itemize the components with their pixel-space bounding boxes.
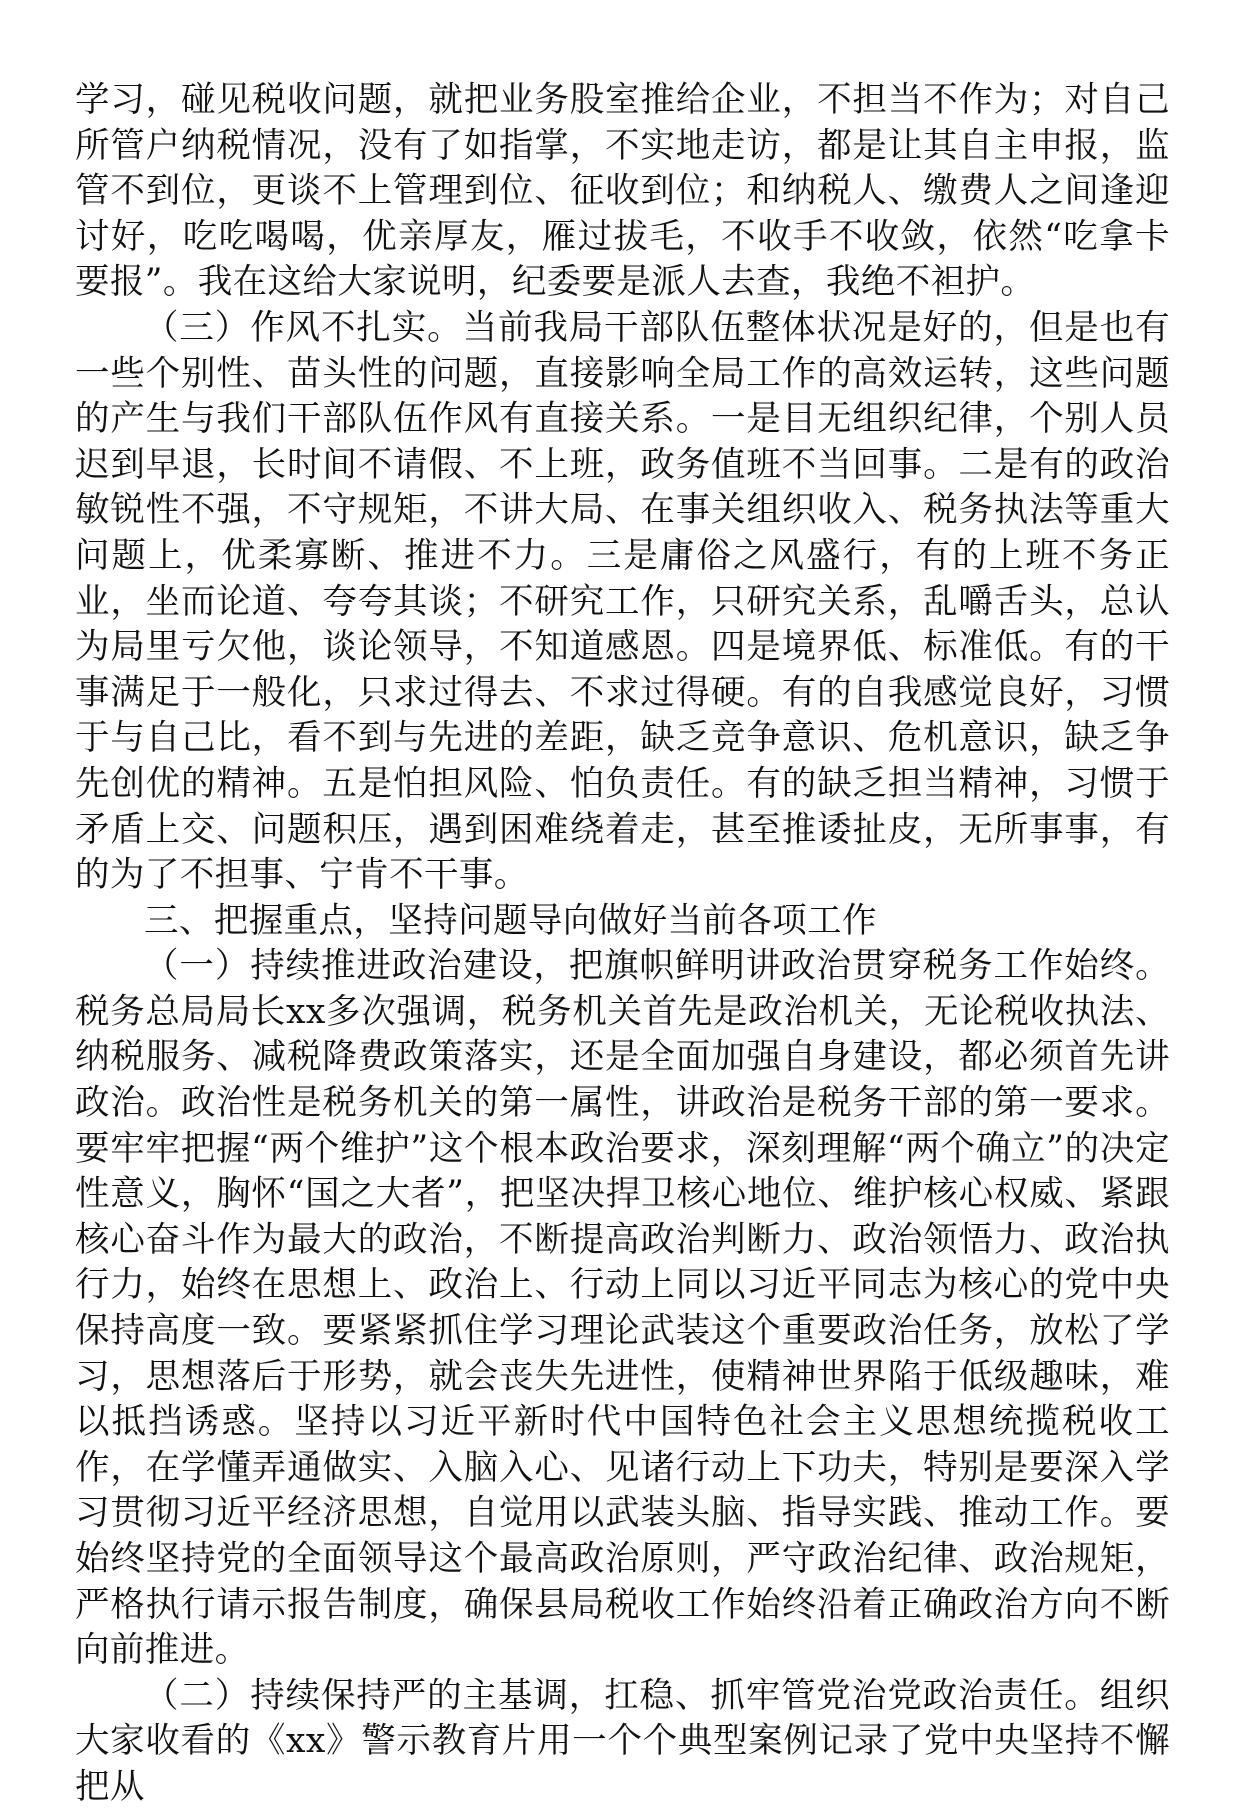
section-paragraph-work-style: （三）作风不扎实。当前我局干部队伍整体状况是好的，但是也有一些个别性、苗头性的问题，直接影响全局工作的高效运转，这些问题的产生与我们干部队伍作风有直接关系。一是目无组织纪律，个别人员迟到早退，长时间不请假、不上班，政务值班不当回事。二是有的政治敏锐性不强，不守规矩，不讲大局、在事关组织收入、税务执法等重大问题上，优柔寡断、推进不力。三是庸俗之风盛行，有的上班不务正业，坐而论道、夸夸其谈；不研究工作，只研究关系，乱嚼舌头，总认为局里亏欠他，谈论领导，不知道感恩。四是境界低、标准低。有的干事满足于一般化，只求过得去、不求过得硬。有的自我感觉良好，习惯于与自己比，看不到与先进的差距，缺乏竞争意识、危机意识，缺乏争先创优的精神。五是怕担风险、怕负责任。有的缺乏担当精神，习惯于矛盾上交、问题积压，遇到困难绕着走，甚至推诿扯皮，无所事事，有的为了不担事、宁肯不干事。 <box>75 307 1170 896</box>
section-paragraph-political-building: （一）持续推进政治建设，把旗帜鲜明讲政治贯穿税务工作始终。税务总局局长xx多次强调，税务机关首先是政治机关，无论税收执法、纳税服务、减税降费政策落实，还是全面加强自身建设，都必须首先讲政治。政治性是税务机关的第一属性，讲政治是税务干部的第一要求。要牢牢把握“两个维护”这个根本政治要求，深刻理解“两个确立”的决定性意义，胸怀“国之大者”，把坚决捍卫核心地位、维护核心权威、紧跟核心奋斗作为最大的政治，不断提高政治判断力、政治领悟力、政治执行力，始终在思想上、政治上、行动上同以习近平同志为核心的党中央保持高度一致。要紧紧抓住学习理论武装这个重要政治任务，放松了学习，思想落后于形势，就会丧失先进性，使精神世界陷于低级趣味，难以抵挡诱惑。坚持以习近平新时代中国特色社会主义思想统揽税收工作，在学懂弄通做实、入脑入心、见诸行动上下功夫，特别是要深入学习贯彻习近平经济思想，自觉用以武装头脑、指导实践、推动工作。要始终坚持党的全面领导这个最高政治原则，严守政治纪律、政治规矩，严格执行请示报告制度，确保县局税收工作始终沿着正确政治方向不断向前推进。 <box>75 946 1170 1671</box>
section-paragraph-strict-tone: （二）持续保持严的主基调，扛稳、抓牢管党治党政治责任。组织大家收看的《xx》警示教育片用一个个典型案例记录了党中央坚持不懈把从 <box>75 1675 1170 1807</box>
paragraph: 学习，碰见税收问题，就把业务股室推给企业，不担当不作为；对自己所管户纳税情况，没有了如指掌，不实地走访，都是让其自主申报，监管不到位，更谈不上管理到位、征收到位；和纳税人、缴费人之间逢迎讨好，吃吃喝喝，优亲厚友，雁过拔毛，不收手不收敛，依然“吃拿卡要报”。我在这给大家说明，纪委要是派人去查，我绝不袒护。 <box>75 80 1170 303</box>
section-heading-three: 三、把握重点，坚持问题导向做好当前各项工作 <box>144 900 877 941</box>
document-page <box>75 78 1170 1811</box>
